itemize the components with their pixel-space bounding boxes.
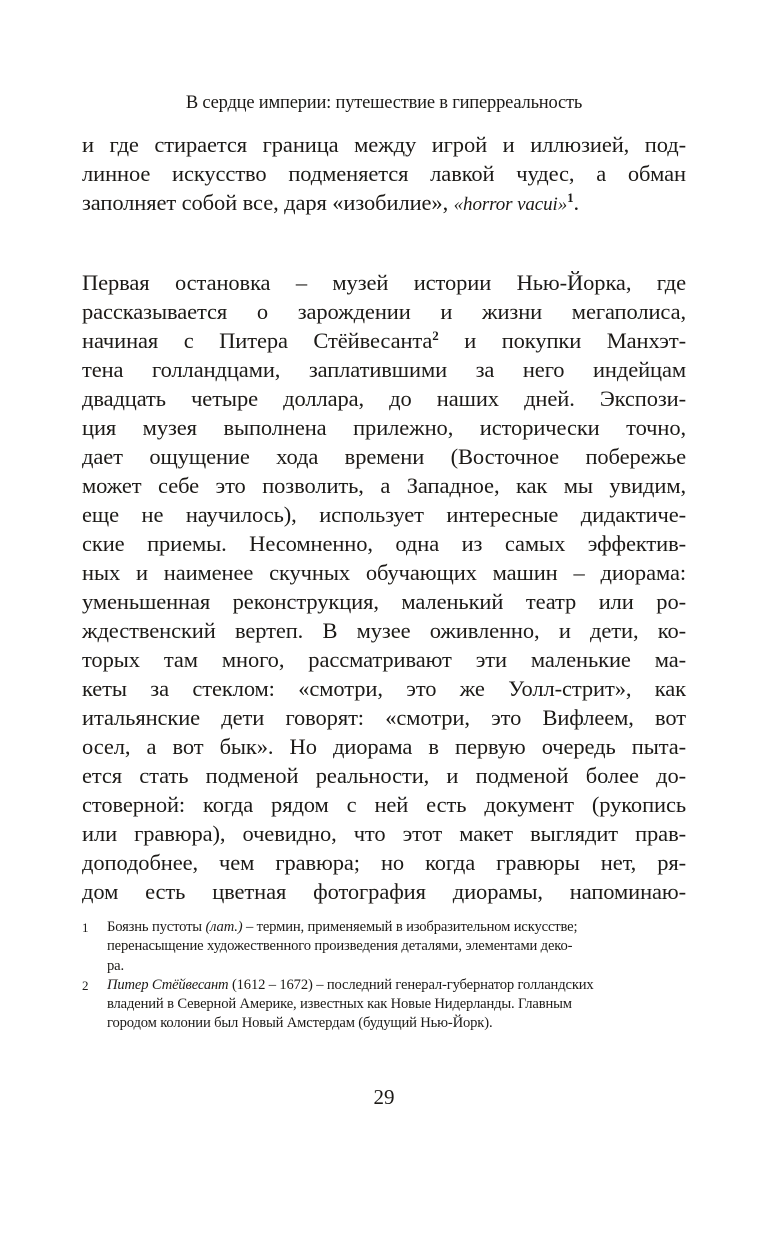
italic-phrase: «horror vacui» <box>453 194 568 215</box>
footnote-ref-1[interactable]: 1 <box>567 190 574 205</box>
running-head: В сердце империи: путешествие в гиперреальность <box>185 93 583 113</box>
page-number: 29 <box>373 1085 395 1109</box>
text-fragment: заполняет собой все, даря «изобилие», <box>82 190 454 215</box>
text-line: осел, а вот бык». Но диорама в первую очередь пыта- <box>82 734 686 759</box>
footnote-number: 2 <box>82 977 89 993</box>
text-line: дает ощущение хода времени (Восточное побережье <box>82 444 686 469</box>
text-line: ждественский вертеп. В музее оживленно, и дети, ко- <box>82 618 686 643</box>
footnote-line <box>107 918 642 937</box>
text-line: Первая остановка – музей истории Нью-Йорка, где <box>82 270 686 295</box>
text-line: стоверной: когда рядом с ней есть документ (рукопись <box>82 792 686 817</box>
text-fragment: (1612 – 1672) – последний генерал-губернатор голландских <box>228 976 594 993</box>
footnote-line: перенасыщение художественного произведения деталями, элементами деко- <box>107 938 573 955</box>
text-line: ция музея выполнена прилежно, исторически точно, <box>82 415 686 440</box>
text-line: уменьшенная реконструкция, маленький театр или ро- <box>82 589 686 614</box>
text-fragment: – термин, применяемый в изобразительном искусстве; <box>242 919 578 935</box>
text-line: или гравюра), очевидно, что этот макет выглядит прав- <box>82 821 686 846</box>
text-line: двадцать четыре доллара, до наших дней. Экспози- <box>82 386 686 411</box>
text-line <box>82 188 686 217</box>
text-fragment: и покупки Манхэт- <box>438 328 686 353</box>
footnotes <box>82 918 642 1034</box>
text-line: рассказывается о зарождении и жизни мегаполиса, <box>82 299 686 324</box>
footnote-line: городом колонии был Новый Амстердам (будущий Нью-Йорк). <box>107 1015 493 1032</box>
text-line: ных и наименее скучных обучающих машин – диорама: <box>82 560 686 585</box>
footnote-1 <box>82 918 642 976</box>
paragraph-continuation <box>82 130 686 217</box>
footnote-line <box>107 976 642 995</box>
text-line: ские приемы. Несомненно, одна из самых эффектив- <box>82 531 686 556</box>
text-line: торых там много, рассматривают эти маленькие ма- <box>82 647 686 672</box>
italic-phrase: Питер Стёйвесант <box>107 976 229 993</box>
text-line: кеты за стеклом: «смотри, это же Уолл-стрит», как <box>82 676 686 701</box>
text-line: может себе это позволить, а Западное, как мы увидим, <box>82 473 686 498</box>
footnote-line: ра. <box>107 957 124 974</box>
text-line: итальянские дети говорят: «смотри, это Вифлеем, вот <box>82 705 686 730</box>
footnote-2 <box>82 976 642 1034</box>
text-line: еще не научилось), использует интересные дидактиче- <box>82 502 686 527</box>
text-line: ется стать подменой реальности, и подменой более до- <box>82 763 686 788</box>
text-line <box>82 326 686 355</box>
footnote-line: владений в Северной Америке, известных как Новые Нидерланды. Главным <box>107 996 572 1013</box>
text-fragment: начиная с Питера Стёйвесанта <box>82 328 433 353</box>
text-fragment: Боязнь пустоты <box>107 919 206 935</box>
text-line: линное искусство подменяется лавкой чудес, а обман <box>82 161 686 186</box>
text-line: тена голландцами, заплатившими за него индейцам <box>82 357 686 382</box>
text-fragment: . <box>573 190 580 215</box>
footnote-number: 1 <box>82 920 89 935</box>
text-line: дом есть цветная фотография диорамы, напоминаю- <box>82 879 686 904</box>
paragraph-main <box>82 268 686 906</box>
italic-phrase: (лат.) <box>205 919 243 935</box>
text-line: и где стирается граница между игрой и иллюзией, под- <box>82 132 686 157</box>
text-line: доподобнее, чем гравюра; но когда гравюры нет, ря- <box>82 850 686 875</box>
footnote-ref-2[interactable]: 2 <box>432 328 439 343</box>
